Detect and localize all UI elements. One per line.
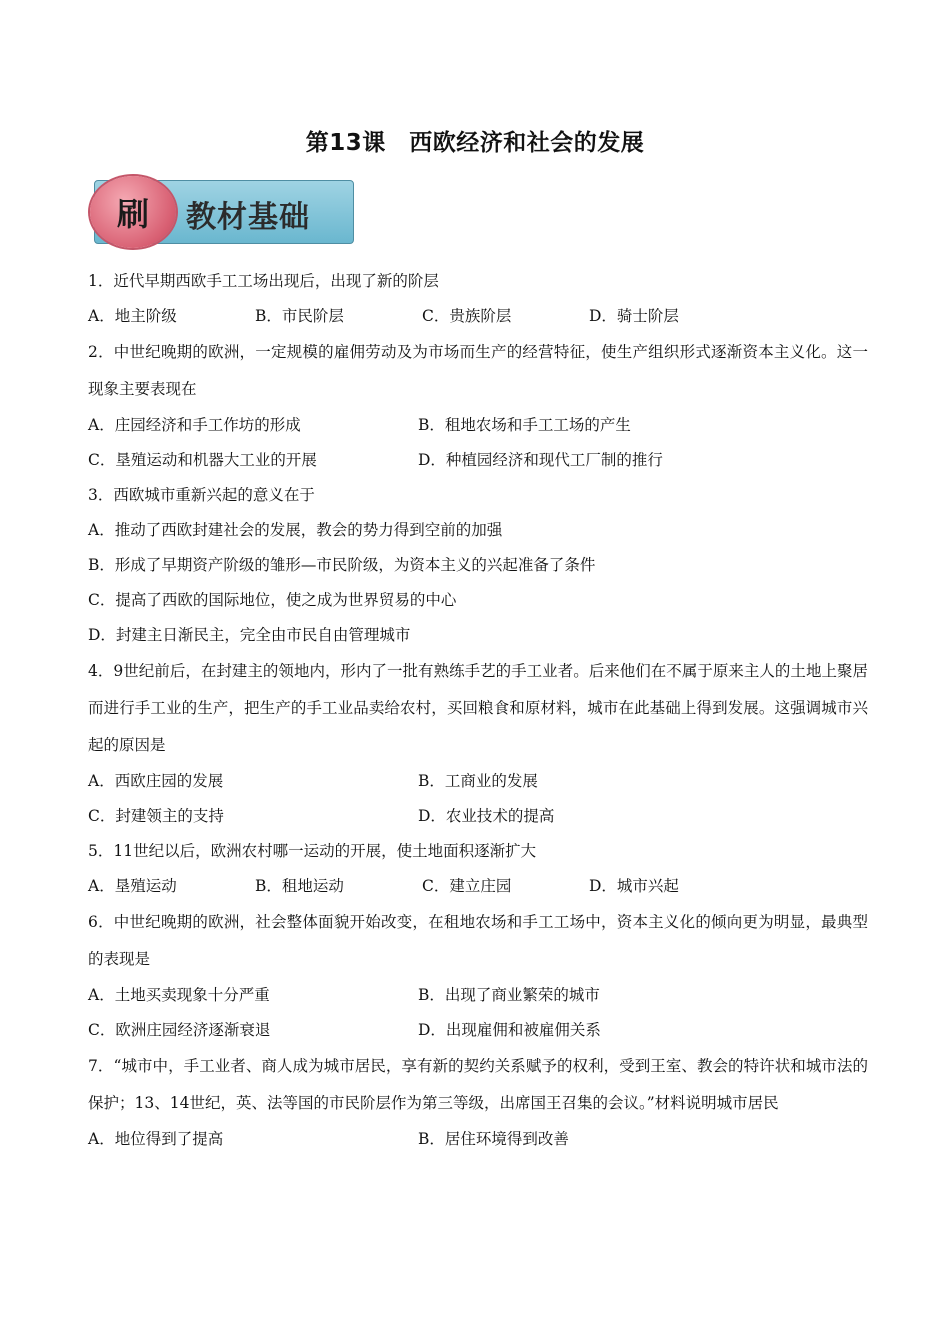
- question-options: [88, 1013, 868, 1048]
- option: A．推动了西欧封建社会的发展，教会的势力得到空前的加强: [88, 521, 503, 539]
- question-list: [88, 264, 868, 1157]
- question-options: [88, 443, 868, 478]
- question-stem: 2．中世纪晚期的欧洲，一定规模的雇佣劳动及为市场而生产的经营特征，使生产组织形式逐渐资本主义化。这一现象主要表现在: [88, 343, 868, 398]
- option: C．提高了西欧的国际地位，使之成为世界贸易的中心: [88, 591, 457, 609]
- option: B．形成了早期资产阶级的雏形—市民阶级，为资本主义的兴起准备了条件: [88, 556, 596, 574]
- option: B．出现了商业繁荣的城市: [418, 986, 600, 1004]
- question-options: [88, 869, 868, 904]
- option: D．出现雇佣和被雇佣关系: [418, 1021, 601, 1039]
- question-options: [88, 764, 868, 799]
- option: A．地主阶级: [88, 307, 177, 325]
- question-stem: 7．“城市中，手工业者、商人成为城市居民，享有新的契约关系赋予的权利，受到王室、教会的特许状和城市法的保护；13、14世纪，英、法等国的市民阶层作为第三等级，出席国王召集的会议。”材料说明城市居民: [88, 1057, 868, 1112]
- option: C．垦殖运动和机器大工业的开展: [88, 451, 317, 469]
- option: A．垦殖运动: [88, 877, 177, 895]
- page-title: 第13课 西欧经济和社会的发展: [305, 130, 645, 156]
- question-stem: 3．西欧城市重新兴起的意义在于: [88, 486, 315, 504]
- option: C．贵族阶层: [422, 307, 512, 325]
- option: D．农业技术的提高: [418, 807, 555, 825]
- option: C．欧洲庄园经济逐渐衰退: [88, 1021, 271, 1039]
- question-options: [88, 408, 868, 443]
- question-options: [88, 1122, 868, 1157]
- option: B．工商业的发展: [418, 772, 538, 790]
- option: D．骑士阶层: [589, 307, 679, 325]
- section-banner: [90, 176, 354, 248]
- banner-badge: 刷: [90, 176, 176, 248]
- question-stem: 4．9世纪前后，在封建主的领地内，形内了一批有熟练手艺的手工业者。后来他们在不属于原来主人的土地上聚居而进行手工业的生产，把生产的手工业品卖给农村，买回粮食和原材料，城市在此基础上得到发展。这强调城市兴起的原因是: [88, 662, 868, 754]
- option: D．种植园经济和现代工厂制的推行: [418, 451, 663, 469]
- option: B．租地运动: [255, 877, 344, 895]
- question-stem: 5．11世纪以后，欧洲农村哪一运动的开展，使土地面积逐渐扩大: [88, 842, 537, 860]
- question-stem: 1．近代早期西欧手工工场出现后，出现了新的阶层: [88, 272, 439, 290]
- option: D．城市兴起: [589, 877, 679, 895]
- question-options: [88, 299, 868, 334]
- banner-label: 教材基础: [186, 200, 310, 235]
- option: B．租地农场和手工工场的产生: [418, 416, 631, 434]
- option: A．庄园经济和手工作坊的形成: [88, 416, 301, 434]
- option: A．地位得到了提高: [88, 1130, 224, 1148]
- option: C．建立庄园: [422, 877, 512, 895]
- question-stem: 6．中世纪晚期的欧洲，社会整体面貌开始改变，在租地农场和手工工场中，资本主义化的倾向更为明显，最典型的表现是: [88, 913, 868, 968]
- option: B．市民阶层: [255, 307, 344, 325]
- question-options: [88, 978, 868, 1013]
- option: B．居住环境得到改善: [418, 1130, 569, 1148]
- option: D．封建主日渐民主，完全由市民自由管理城市: [88, 626, 411, 644]
- option: C．封建领主的支持: [88, 807, 224, 825]
- option: A．西欧庄园的发展: [88, 772, 224, 790]
- question-options: [88, 799, 868, 834]
- option: A．土地买卖现象十分严重: [88, 986, 270, 1004]
